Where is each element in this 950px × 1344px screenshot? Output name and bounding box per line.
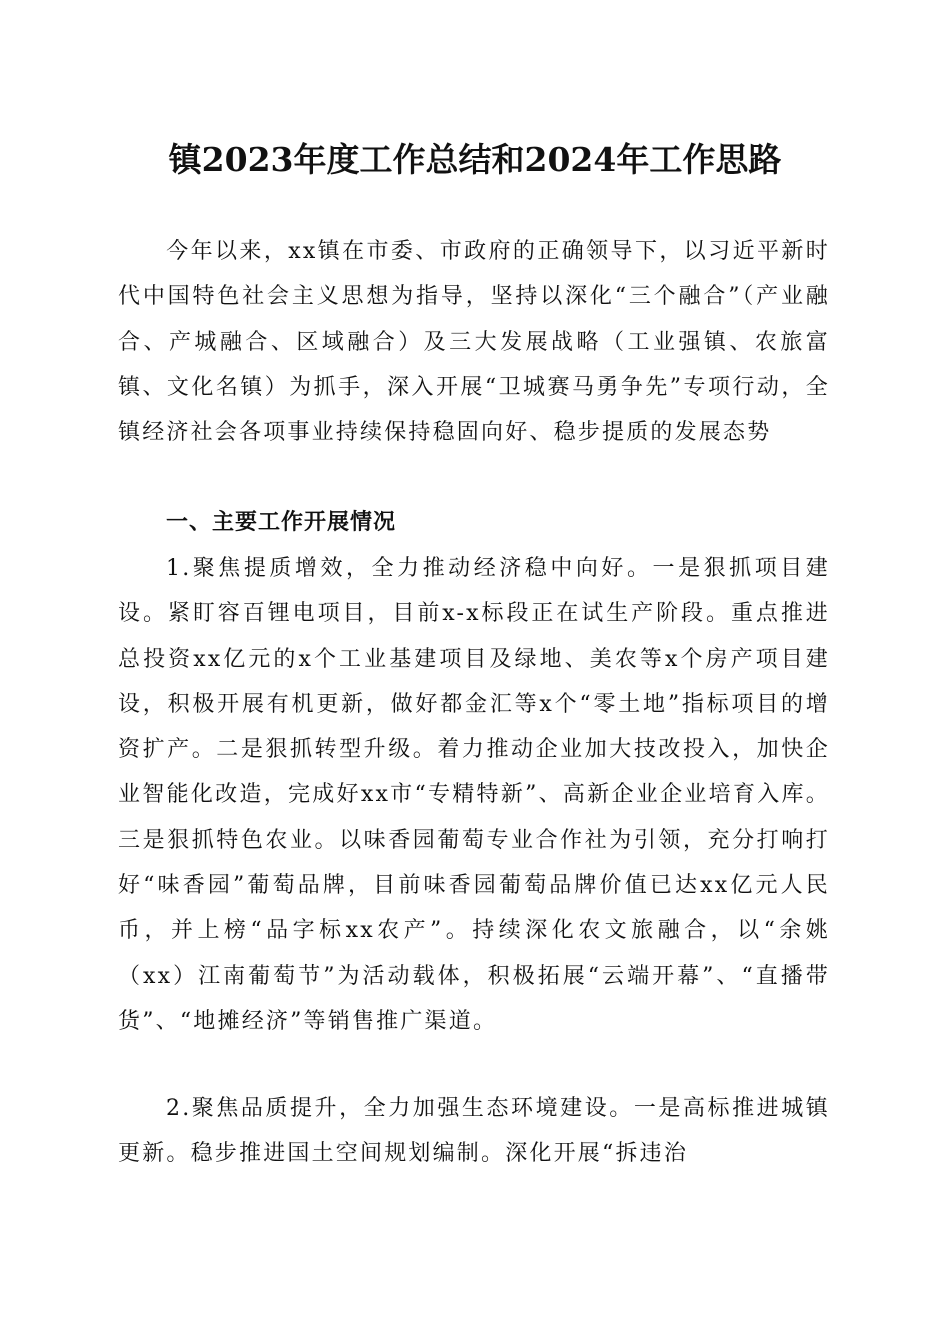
paragraph-economy-text: 1.聚焦提质增效，全力推动经济稳中向好。一是狠抓项目建设。紧盯容百锂电项目，目前x-x标段正在试生产阶段。重点推进总投资xx亿元的x个工业基建项目及绿地、美农等x个房产项目建设，积极开展有机更新，做好都金汇等x个“零土地”指标项目的增资扩产。二是狠抓转型升级。着力推动企业加大技改投入，加快企业智能化改造，完成好xx市“专精特新”、高新企业企业培育入库。三是狠抓特色农业。以味香园葡萄专业合作社为引领，充分打响打好“味香园”葡萄品牌，目前味香园葡萄品牌价值已达xx亿元人民币，并上榜“品字标xx农产”。持续深化农文旅融合，以“余姚（xx）江南葡萄节”为活动载体，积极拓展“云端开幕”、“直播带货”、“地摊经济”等销售推广渠道。 bbox=[118, 556, 830, 1034]
paragraph-environment-text: 2.聚焦品质提升，全力加强生态环境建设。一是高标推进城镇更新。稳步推进国土空间规划编制。深化开展“拆违治 bbox=[118, 1096, 830, 1167]
intro-paragraph bbox=[118, 229, 830, 455]
section-heading-main-work: 一、主要工作开展情况 bbox=[166, 510, 397, 535]
paragraph-economy bbox=[118, 546, 830, 1044]
paragraph-environment bbox=[118, 1086, 830, 1177]
intro-text: 今年以来，xx镇在市委、市政府的正确领导下，以习近平新时代中国特色社会主义思想为指导，坚持以深化“三个融合”（产业融合、产城融合、区域融合）及三大发展战略（工业强镇、农旅富镇、文化名镇）为抓手，深入开展“卫城赛马勇争先”专项行动，全镇经济社会各项事业持续保持稳固向好、稳步提质的发展态势 bbox=[118, 239, 830, 446]
document-title: 镇2023年度工作总结和2024年工作思路 bbox=[168, 140, 782, 179]
